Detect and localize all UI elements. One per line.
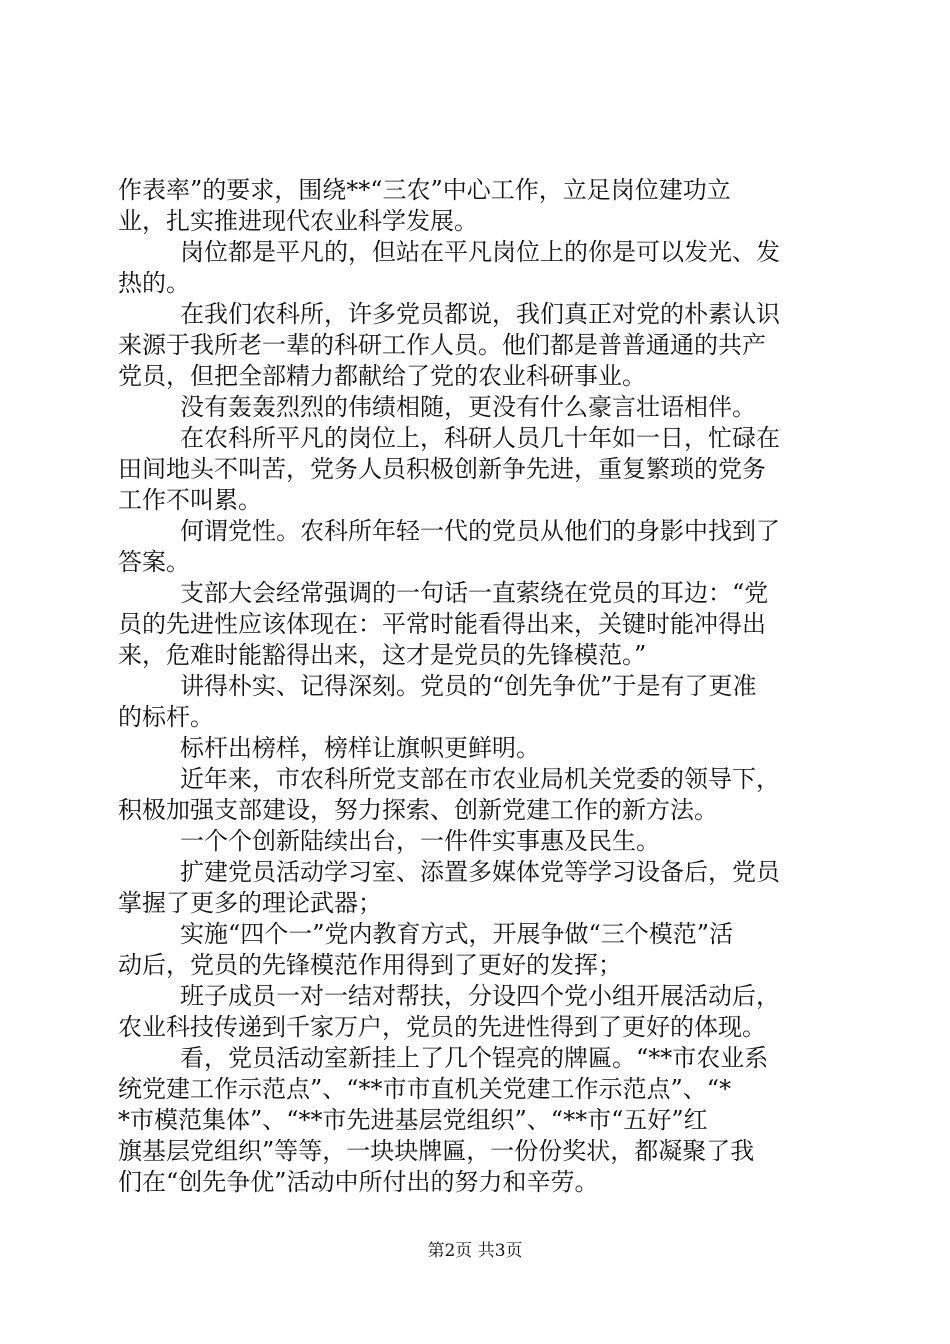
paragraph-line: 工作不叫累。 xyxy=(118,486,262,514)
paragraph-line: 积极加强支部建设，努力探索、创新党建工作的新方法。 xyxy=(118,796,718,824)
paragraph-first-line: 在农科所平凡的岗位上，科研人员几十年如一日，忙碌在 xyxy=(180,424,780,452)
paragraph-first-line: 讲得朴实、记得深刻。党员的“创先争优”于是有了更准 xyxy=(180,672,757,700)
paragraph-line: 的标杆。 xyxy=(118,703,214,731)
paragraph-first-line: 标杆出榜样，榜样让旗帜更鲜明。 xyxy=(180,734,540,762)
paragraph-line: 来源于我所老一辈的科研工作人员。他们都是普普通通的共产 xyxy=(118,331,766,359)
paragraph-line: 们在“创先争优”活动中所付出的努力和辛劳。 xyxy=(118,1168,599,1196)
paragraph-first-line: 实施“四个一”党内教育方式，开展争做“三个模范”活 xyxy=(180,920,734,948)
paragraph-line: 党员，但把全部精力都献给了党的农业科研事业。 xyxy=(118,362,646,390)
paragraph-line: 来，危难时能豁得出来，这才是党员的先锋模范。” xyxy=(118,641,647,669)
paragraph-line: 动后，党员的先锋模范作用得到了更好的发挥； xyxy=(118,951,622,979)
paragraph-first-line: 一个个创新陆续出台，一件件实事惠及民生。 xyxy=(180,827,660,855)
paragraph-first-line: 扩建党员活动学习室、添置多媒体党等学习设备后，党员 xyxy=(180,858,780,886)
paragraph-line: 作表率”的要求，围绕**“三农”中心工作，立足岗位建功立 xyxy=(118,176,731,204)
paragraph-first-line: 看，党员活动室新挂上了几个锃亮的牌匾。“**市农业系 xyxy=(180,1044,769,1072)
paragraph-first-line: 支部大会经常强调的一句话一直萦绕在党员的耳边：“党 xyxy=(180,579,769,607)
paragraph-line: 掌握了更多的理论武器； xyxy=(118,889,382,917)
paragraph-line: 业，扎实推进现代农业科学发展。 xyxy=(118,207,478,235)
page-number-footer: 第2页 共3页 xyxy=(427,1241,523,1261)
paragraph-first-line: 没有轰轰烈烈的伟绩相随，更没有什么豪言壮语相伴。 xyxy=(180,393,756,421)
document-body xyxy=(118,175,838,1198)
paragraph-line: 农业科技传递到千家万户，党员的先进性得到了更好的体现。 xyxy=(118,1013,766,1041)
paragraph-line: 旗基层党组织”等等，一块块牌匾，一份份奖状，都凝聚了我 xyxy=(118,1137,755,1165)
paragraph-first-line: 近年来，市农科所党支部在市农业局机关党委的领导下， xyxy=(180,765,780,793)
paragraph-first-line: 在我们农科所，许多党员都说，我们真正对党的朴素认识 xyxy=(180,300,780,328)
paragraph-line: 热的。 xyxy=(118,269,190,297)
paragraph-line: 统党建工作示范点”、“**市市直机关党建工作示范点”、“* xyxy=(118,1075,732,1103)
paragraph-line: 田间地头不叫苦，党务人员积极创新争先进，重复繁琐的党务 xyxy=(118,455,766,483)
paragraph-line: *市模范集体”、“**市先进基层党组织”、“**市“五好”红 xyxy=(118,1106,708,1134)
paragraph-line: 员的先进性应该体现在：平常时能看得出来，关键时能冲得出 xyxy=(118,610,766,638)
paragraph-first-line: 班子成员一对一结对帮扶，分设四个党小组开展活动后， xyxy=(180,982,780,1010)
paragraph-first-line: 岗位都是平凡的，但站在平凡岗位上的你是可以发光、发 xyxy=(180,238,780,266)
paragraph-line: 答案。 xyxy=(118,548,190,576)
paragraph-first-line: 何谓党性。农科所年轻一代的党员从他们的身影中找到了 xyxy=(180,517,780,545)
